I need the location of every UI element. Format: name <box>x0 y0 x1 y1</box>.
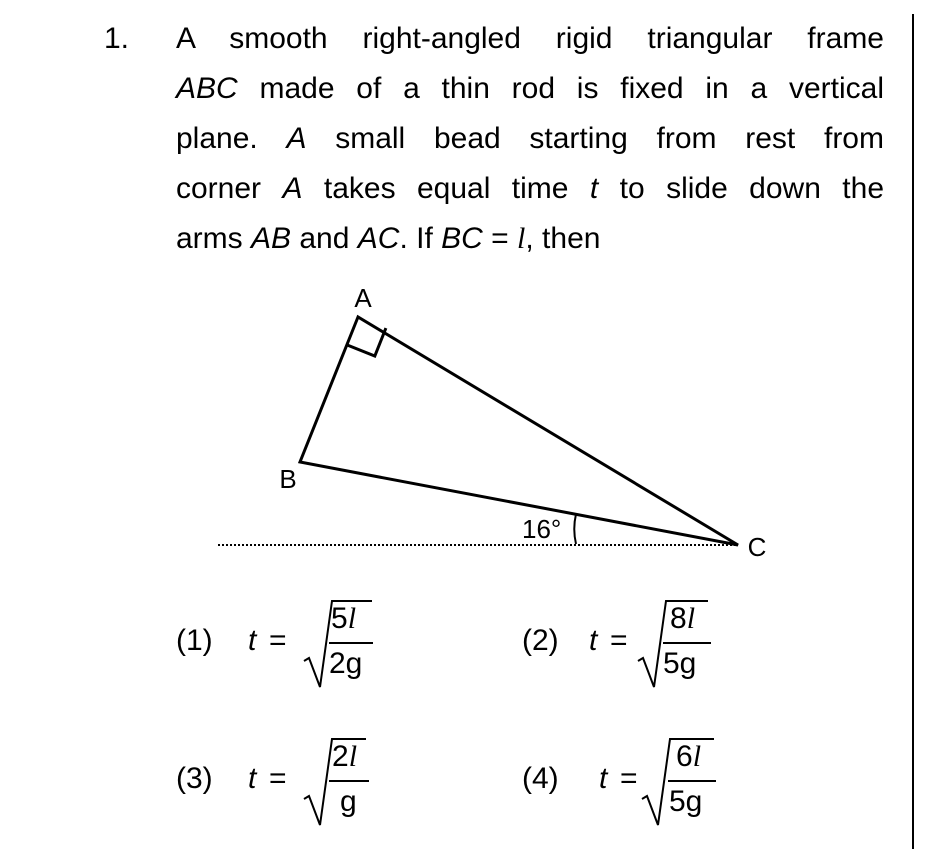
option-variable: t <box>248 762 257 795</box>
vertex-label-b: B <box>279 464 297 494</box>
question-text-segment: . If <box>399 222 442 255</box>
fraction-bar <box>663 642 711 644</box>
question-line-5 <box>176 214 884 264</box>
question-text-segment: takes equal time <box>302 172 590 205</box>
question-text-segment: plane. <box>176 122 287 155</box>
option-numerator: 2l <box>332 740 358 773</box>
fraction-bar <box>329 642 373 644</box>
triangle-diagram <box>200 280 780 580</box>
option-label: (3) <box>176 762 213 795</box>
vertex-label-a: A <box>354 283 372 313</box>
question-text-segment: to slide down the <box>598 172 885 205</box>
option-label: (1) <box>176 624 213 657</box>
option-equals: = <box>269 762 287 795</box>
question-line-3 <box>176 114 884 164</box>
question-line-4 <box>176 164 884 214</box>
option-4[interactable] <box>522 735 742 835</box>
fraction-bar <box>329 780 369 782</box>
question-line-2 <box>176 64 884 114</box>
page-right-border <box>912 14 914 849</box>
question-line-1 <box>176 14 884 64</box>
question-text-segment: AC <box>357 222 400 255</box>
question-text-segment: , then <box>525 222 601 255</box>
option-3[interactable] <box>176 735 396 835</box>
option-label: (4) <box>522 762 559 795</box>
option-numerator: 8l <box>670 602 696 635</box>
option-denominator: 5g <box>663 647 697 680</box>
option-denominator: 5g <box>669 785 703 818</box>
question-text-segment: small bead starting from rest from <box>306 122 884 155</box>
question-text-segment: AB <box>251 222 292 255</box>
question-text-segment: t <box>589 172 599 205</box>
option-variable: t <box>589 624 598 657</box>
option-equals: = <box>620 762 638 795</box>
option-label: (2) <box>522 624 559 657</box>
option-variable: t <box>248 624 257 657</box>
option-equals: = <box>610 624 628 657</box>
option-numerator: 6l <box>676 740 702 773</box>
question-text-segment: A smooth right-angled rigid triangular frame <box>176 22 884 55</box>
question-text-segment: corner <box>176 172 283 205</box>
fraction-bar <box>668 780 716 782</box>
question-text-segment: A <box>286 122 307 155</box>
option-1[interactable] <box>176 597 396 697</box>
triangle-name: ABC <box>176 72 238 105</box>
question-text-segment: BC <box>441 222 483 255</box>
question-text-segment: A <box>282 172 303 205</box>
angle-label: 16° <box>522 514 562 544</box>
option-variable: t <box>599 762 608 795</box>
option-denominator: g <box>340 785 357 818</box>
question-text-segment: made of a thin rod is fixed in a vertical <box>237 72 884 105</box>
question-number: 1. <box>104 22 130 55</box>
option-numerator: 5l <box>331 602 357 635</box>
option-equals: = <box>269 624 287 657</box>
question-text-segment: and <box>291 222 358 255</box>
option-denominator: 2g <box>329 647 363 680</box>
question-text-segment: arms <box>176 222 251 255</box>
vertex-label-c: C <box>747 532 767 562</box>
option-2[interactable] <box>522 597 742 697</box>
question-text-segment: l <box>517 222 526 255</box>
question-text-segment: = <box>482 222 518 255</box>
angle-arc <box>574 514 576 544</box>
question-text <box>176 14 884 264</box>
